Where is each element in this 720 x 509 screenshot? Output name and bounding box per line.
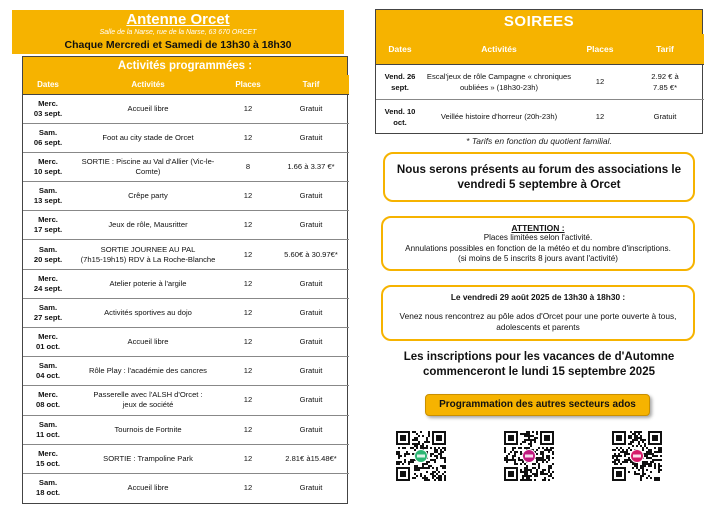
activity-day: Merc. <box>38 332 58 342</box>
activity-name <box>73 328 223 357</box>
antenne-header <box>12 10 344 54</box>
activity-date-value: 03 sept. <box>33 108 63 118</box>
activity-date-value: 11 oct. <box>36 429 60 439</box>
qr-code-graphic[interactable] <box>396 431 446 489</box>
activity-name-line-1: Accueil libre <box>127 337 169 347</box>
antenne-title: Antenne Orcet <box>126 11 230 28</box>
activity-name-line-2: jeux de société <box>122 400 174 410</box>
activity-row <box>23 94 349 123</box>
activity-date-value: 06 sept. <box>33 137 63 147</box>
activity-name <box>73 415 223 444</box>
forum-line-1: Nous serons présents au forum des associations le <box>396 163 682 176</box>
col-places: Places <box>223 75 273 94</box>
col-tarif: Tarif <box>273 75 349 94</box>
activity-row <box>23 182 349 211</box>
col-dates: Dates <box>23 75 73 94</box>
soiree-date <box>376 64 424 99</box>
soiree-date <box>376 99 424 134</box>
activity-name-line-1: Accueil libre <box>127 103 169 113</box>
activity-tarif: Gratuit <box>273 328 349 357</box>
soir-col-activites: Activités <box>424 34 574 64</box>
activity-date-value: 04 oct. <box>35 371 61 381</box>
activity-name-line-1: Activités sportives au dojo <box>104 307 192 317</box>
activity-date <box>23 357 73 386</box>
soir-col-dates: Dates <box>376 34 424 64</box>
activity-day: Sam. <box>38 419 58 429</box>
activity-date <box>23 415 73 444</box>
col-activites: Activités <box>73 75 223 94</box>
antenne-address: Salle de la Narse, rue de la Narse, 63 670 ORCET <box>99 29 257 36</box>
activity-row <box>23 123 349 152</box>
qr-code-3[interactable] <box>612 431 662 489</box>
activity-name <box>73 473 223 502</box>
activity-name <box>73 152 223 181</box>
activity-name-line-1: Accueil libre <box>127 483 169 493</box>
soiree-tarif-line-1: 2.92 € à <box>651 71 679 81</box>
inscriptions-line-2: commenceront le lundi 15 septembre 2025 <box>422 366 655 378</box>
activity-tarif: 2.81€ à15.48€* <box>273 444 349 473</box>
activity-date <box>23 269 73 298</box>
activity-places: 12 <box>223 444 273 473</box>
activity-day: Merc. <box>38 98 58 108</box>
activity-date-value: 08 oct. <box>35 400 61 410</box>
activity-day: Merc. <box>38 156 58 166</box>
soir-col-places: Places <box>574 34 626 64</box>
attention-heading: ATTENTION : <box>511 223 565 233</box>
activity-date <box>23 444 73 473</box>
activity-tarif: Gratuit <box>299 483 323 493</box>
activity-places: 12 <box>223 415 273 444</box>
activity-row <box>23 240 349 269</box>
activity-row <box>23 444 349 473</box>
inscriptions-notice <box>375 350 703 380</box>
activity-tarif: Gratuit <box>273 386 349 415</box>
activity-date-value: 20 sept. <box>33 254 63 264</box>
activity-date-value: 01 oct. <box>35 342 61 352</box>
attention-line-3: (si moins de 5 inscrits 8 jours avant l'activité) <box>458 254 618 263</box>
activity-name-line-1: Rôle Play : l'académie des cancres <box>89 366 207 376</box>
activity-places: 12 <box>223 328 273 357</box>
soiree-activity <box>424 64 574 99</box>
activity-date-value: 15 oct. <box>35 458 61 468</box>
activity-places: 12 <box>223 123 273 152</box>
activity-places: 12 <box>223 269 273 298</box>
activity-day: Sam. <box>38 478 58 488</box>
activity-places: 12 <box>223 386 273 415</box>
qr-code-graphic[interactable] <box>504 431 554 489</box>
activity-name <box>73 386 223 415</box>
activity-day: Merc. <box>38 390 58 400</box>
soirees-header-row <box>376 34 704 64</box>
activity-date <box>23 182 73 211</box>
activity-name-line-1: SORTIE : Trampoline Park <box>103 453 193 463</box>
activity-name <box>73 240 223 269</box>
qr-code-2[interactable] <box>504 431 554 489</box>
soiree-tarif-line-1: Gratuit <box>653 112 677 122</box>
soiree-places: 12 <box>595 112 605 122</box>
soiree-activity-line-1: Veillée histoire d'horreur (20h-23h) <box>440 112 558 122</box>
attention-line-1: Places limitées selon l'activité. <box>483 233 593 242</box>
activity-name-line-1: Crêpe party <box>128 191 168 201</box>
soiree-tarif-line-2: 7.85 €* <box>652 82 678 92</box>
activity-day: Merc. <box>38 273 58 283</box>
activities-section-title: Activités programmées : <box>23 57 347 75</box>
activity-name-line-1: Atelier poterie à l'argile <box>109 278 187 288</box>
activities-panel <box>22 56 348 504</box>
activity-name <box>73 357 223 386</box>
activity-places: 12 <box>223 211 273 240</box>
soiree-date-line-1: Vend. 10 <box>384 106 416 116</box>
activity-name-line-1: Passerelle avec l'ALSH d'Orcet : <box>93 390 203 400</box>
activity-name-line-1: SORTIE JOURNEE AU PAL <box>100 244 196 254</box>
activity-places: 12 <box>223 182 273 211</box>
attention-line-2: Annulations possibles en fonction de la météo et du nombre d'inscriptions. <box>405 243 671 253</box>
forum-line-2: vendredi 5 septembre à Orcet <box>457 178 621 191</box>
activity-day: Sam. <box>38 302 58 312</box>
activity-date <box>23 123 73 152</box>
activity-name <box>73 211 223 240</box>
activity-places: 8 <box>223 152 273 181</box>
activity-date <box>23 211 73 240</box>
open-day-line-1: Venez nous rencontrez au pôle ados d'Orcet pour une porte ouverte à tous, <box>399 311 677 321</box>
activity-date-value: 18 oct. <box>35 488 61 498</box>
soiree-activity <box>424 99 574 134</box>
soiree-date-line-2: sept. <box>391 82 409 92</box>
soiree-date-line-1: Vend. 26 <box>384 71 416 81</box>
activity-date-value: 24 sept. <box>33 283 63 293</box>
activity-tarif: 1.66 à 3.37 €* <box>273 152 349 181</box>
activity-date <box>23 386 73 415</box>
activity-row <box>23 328 349 357</box>
soirees-table <box>376 34 704 134</box>
activity-name-line-2: (7h15-19h15) RDV à La Roche-Blanche <box>80 254 216 264</box>
activity-tarif: Gratuit <box>273 415 349 444</box>
activity-tarif: Gratuit <box>273 94 349 123</box>
activity-name-line-1: Jeux de rôle, Mausritter <box>108 220 188 230</box>
antenne-hours: Chaque Mercredi et Samedi de 13h30 à 18h30 <box>64 39 292 51</box>
activity-row <box>23 386 349 415</box>
soiree-row <box>376 64 704 99</box>
activity-day: Sam. <box>38 127 58 137</box>
soirees-title: SOIREES <box>376 10 702 34</box>
programmation-button[interactable]: Programmation des autres secteurs ados <box>425 394 650 416</box>
soiree-activity-line-1: Escal'jeux de rôle Campagne « chroniques <box>426 71 572 81</box>
activity-row <box>23 298 349 327</box>
open-day-heading: Le vendredi 29 août 2025 de 13h30 à 18h30 : <box>450 292 626 302</box>
soirees-panel <box>375 9 703 134</box>
attention-box <box>381 216 695 271</box>
activity-date <box>23 298 73 327</box>
activity-date <box>23 94 73 123</box>
activity-date <box>23 473 73 502</box>
activity-name <box>73 444 223 473</box>
activities-header-row <box>23 75 349 94</box>
tarif-note: * Tarifs en fonction du quotient familial. <box>466 136 612 146</box>
activity-tarif: Gratuit <box>273 269 349 298</box>
activity-day: Merc. <box>38 448 58 458</box>
activity-tarif: Gratuit <box>273 211 349 240</box>
activity-tarif: Gratuit <box>273 357 349 386</box>
activity-date-value: 10 sept. <box>33 166 63 176</box>
activity-date <box>23 240 73 269</box>
activity-places: 12 <box>223 357 273 386</box>
soiree-activity-line-2: oubliées » (18h30-23h) <box>459 82 539 92</box>
activity-day: Sam. <box>38 186 58 196</box>
activity-places: 12 <box>243 483 253 493</box>
activity-name <box>73 182 223 211</box>
soiree-tarif <box>626 99 704 134</box>
activity-day: Merc. <box>38 215 58 225</box>
activity-tarif: Gratuit <box>273 123 349 152</box>
open-day-line-2: adolescents et parents <box>496 321 580 332</box>
forum-text <box>385 162 693 192</box>
activity-places: 12 <box>223 240 273 269</box>
activity-date-value: 17 sept. <box>33 225 63 235</box>
soiree-places: 12 <box>574 64 626 99</box>
activity-name-line-1: SORTIE : Piscine au Val d'Allier (Vic-le-Comte) <box>81 156 215 176</box>
activity-name <box>73 269 223 298</box>
activity-date <box>23 152 73 181</box>
activity-places: 12 <box>223 298 273 327</box>
activity-date-value: 13 sept. <box>33 196 63 206</box>
activity-row <box>23 473 349 502</box>
inscriptions-line-1: Les inscriptions pour les vacances de d'Automne <box>403 351 675 363</box>
activity-date-value: 27 sept. <box>33 312 63 322</box>
activity-row <box>23 211 349 240</box>
activities-table <box>23 75 349 503</box>
qr-code-graphic[interactable] <box>612 431 662 489</box>
soiree-tarif <box>626 64 704 99</box>
activity-name <box>73 298 223 327</box>
activity-name <box>73 123 223 152</box>
activity-row <box>23 357 349 386</box>
activity-name-line-1: Tournois de Fortnite <box>114 424 182 434</box>
soir-col-tarif: Tarif <box>626 34 704 64</box>
activity-name <box>73 94 223 123</box>
activity-day: Sam. <box>38 244 58 254</box>
soiree-date-line-2: oct. <box>393 117 407 127</box>
activity-tarif: 5.60€ à 30.97€* <box>273 240 349 269</box>
activity-tarif: Gratuit <box>273 298 349 327</box>
activity-row <box>23 269 349 298</box>
activity-tarif: Gratuit <box>273 182 349 211</box>
activity-places: 12 <box>223 94 273 123</box>
activity-row <box>23 415 349 444</box>
activity-name-line-1: Foot au city stade de Orcet <box>102 132 194 142</box>
qr-code-1[interactable] <box>396 431 446 489</box>
open-day-box <box>381 285 695 341</box>
soiree-row <box>376 99 704 134</box>
activity-row <box>23 152 349 181</box>
activity-day: Sam. <box>38 361 58 371</box>
activity-date <box>23 328 73 357</box>
forum-box <box>383 152 695 202</box>
